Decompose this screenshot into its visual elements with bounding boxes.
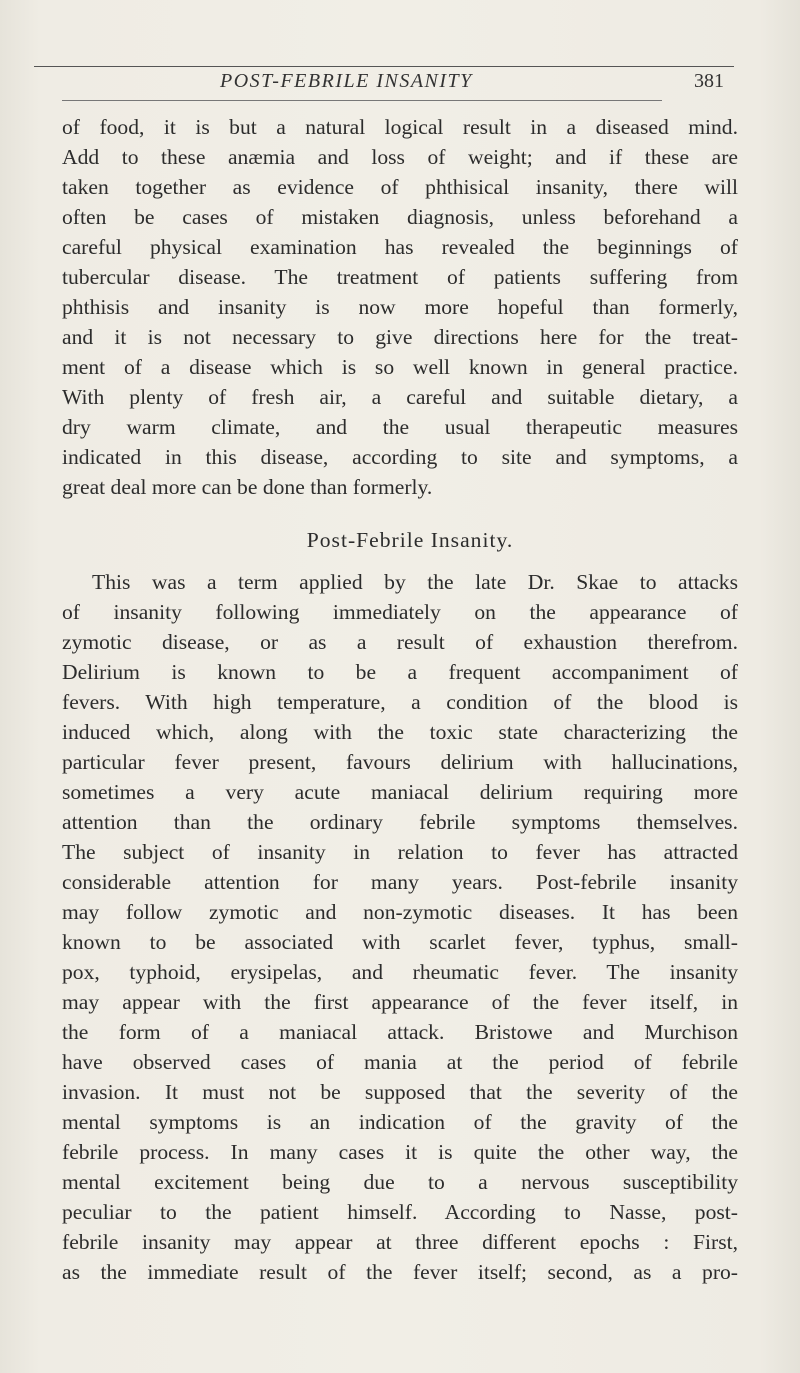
text-line: ment of a disease which is so well known in general practice. xyxy=(62,355,738,379)
text-line: as the immediate result of the fever itself; second, as a pro- xyxy=(62,1260,738,1284)
paragraph-phthisical-insanity xyxy=(62,112,738,502)
text-line: great deal more can be done than formerly. xyxy=(62,475,433,499)
section-heading: Post-Febrile Insanity. xyxy=(306,528,514,552)
text-line: may appear with the first appearance of the fever itself, in xyxy=(62,990,738,1014)
text-line: invasion. It must not be supposed that the severity of the xyxy=(62,1080,738,1104)
text-line: and it is not necessary to give directions here for the treat- xyxy=(62,325,738,349)
text-line: fevers. With high temperature, a condition of the blood is xyxy=(62,690,738,714)
running-head xyxy=(0,64,800,98)
text-line: considerable attention for many years. Post-febrile insanity xyxy=(62,870,738,894)
text-line: mental excitement being due to a nervous susceptibility xyxy=(62,1170,738,1194)
text-line: of food, it is but a natural logical result in a diseased mind. xyxy=(62,115,738,139)
text-line: Add to these anæmia and loss of weight; and if these are xyxy=(62,145,738,169)
text-line: known to be associated with scarlet fever, typhus, small- xyxy=(62,930,738,954)
text-line: pox, typhoid, erysipelas, and rheumatic fever. The insanity xyxy=(62,960,738,984)
text-line: the form of a maniacal attack. Bristowe and Murchison xyxy=(62,1020,738,1044)
text-line: zymotic disease, or as a result of exhaustion therefrom. xyxy=(62,630,738,654)
text-line: careful physical examination has revealed the beginnings of xyxy=(62,235,738,259)
text-line: may follow zymotic and non-zymotic diseases. It has been xyxy=(62,900,738,924)
text-line: of insanity following immediately on the appearance of xyxy=(62,600,738,624)
text-line: indicated in this disease, according to site and symptoms, a xyxy=(62,445,738,469)
text-line: febrile process. In many cases it is quite the other way, the xyxy=(62,1140,738,1164)
text-line: induced which, along with the toxic state characterizing the xyxy=(62,720,738,744)
text-line: The subject of insanity in relation to fever has attracted xyxy=(62,840,738,864)
text-line: tubercular disease. The treatment of patients suffering from xyxy=(62,265,738,289)
text-line: This was a term applied by the late Dr. Skae to attacks xyxy=(92,570,738,594)
header-rule xyxy=(62,100,662,101)
text-line: Delirium is known to be a frequent accompaniment of xyxy=(62,660,738,684)
text-line: With plenty of fresh air, a careful and suitable dietary, a xyxy=(62,385,738,409)
page-number: 381 xyxy=(694,70,724,92)
text-line: have observed cases of mania at the period of febrile xyxy=(62,1050,738,1074)
text-line: taken together as evidence of phthisical insanity, there will xyxy=(62,175,738,199)
text-line: sometimes a very acute maniacal delirium requiring more xyxy=(62,780,738,804)
text-line: febrile insanity may appear at three different epochs : First, xyxy=(62,1230,738,1254)
text-line: peculiar to the patient himself. According to Nasse, post- xyxy=(62,1200,738,1224)
text-line: often be cases of mistaken diagnosis, unless beforehand a xyxy=(62,205,738,229)
text-line: mental symptoms is an indication of the gravity of the xyxy=(62,1110,738,1134)
paragraph-post-febrile-insanity xyxy=(62,567,738,1287)
text-line: phthisis and insanity is now more hopeful than formerly, xyxy=(62,295,738,319)
text-line: particular fever present, favours delirium with hallucinations, xyxy=(62,750,738,774)
text-line: dry warm climate, and the usual therapeutic measures xyxy=(62,415,738,439)
text-line: attention than the ordinary febrile symptoms themselves. xyxy=(62,810,738,834)
running-title: POST-FEBRILE INSANITY xyxy=(220,70,473,92)
